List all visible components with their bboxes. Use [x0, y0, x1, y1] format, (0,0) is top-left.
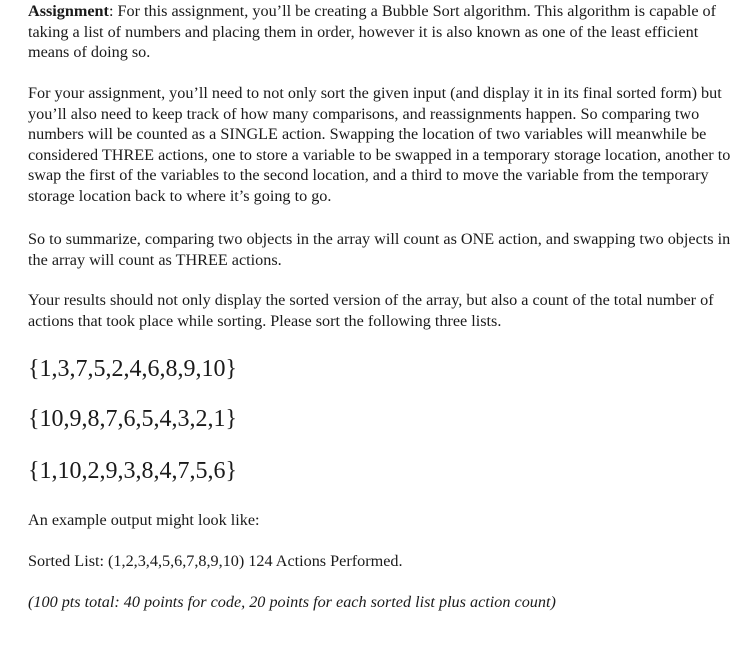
- input-list-3: {1,10,2,9,3,8,4,7,5,6}: [28, 458, 238, 484]
- assignment-intro-text: : For this assignment, you’ll be creating a Bubble Sort algorithm. This algorithm is capable of taking a list of numbers and placing them in order, however it is also known as one of the least efficient means of doing so.: [28, 2, 717, 62]
- assignment-intro-paragraph: [28, 1, 733, 63]
- grading-note: (100 pts total: 40 points for code, 20 points for each sorted list plus action count): [28, 593, 556, 611]
- input-list-2: {10,9,8,7,6,5,4,3,2,1}: [28, 406, 238, 432]
- assignment-summary-paragraph: So to summarize, comparing two objects in the array will count as ONE action, and swapping two objects in the array will count as THREE actions.: [28, 230, 731, 269]
- assignment-label: Assignment: [28, 2, 109, 20]
- example-intro: An example output might look like:: [28, 511, 260, 529]
- example-output: Sorted List: (1,2,3,4,5,6,7,8,9,10) 124 Actions Performed.: [28, 552, 403, 570]
- assignment-details-paragraph: For your assignment, you’ll need to not only sort the given input (and display it in its final sorted form) but you’ll also need to keep track of how many comparisons, and reassignments happen. So comparing two numbers will be counted as a SINGLE action. Swapping the location of two variables will meanwhile be considered THREE actions, one to store a variable to be swapped in a temporary storage location, another to swap the first of the variables to the second location, and a third to move the variable from the temporary storage location back to where it’s going to go.: [28, 84, 731, 205]
- assignment-results-paragraph: Your results should not only display the sorted version of the array, but also a count of the total number of actions that took place while sorting. Please sort the following three lists.: [28, 291, 714, 330]
- input-list-1: {1,3,7,5,2,4,6,8,9,10}: [28, 356, 238, 382]
